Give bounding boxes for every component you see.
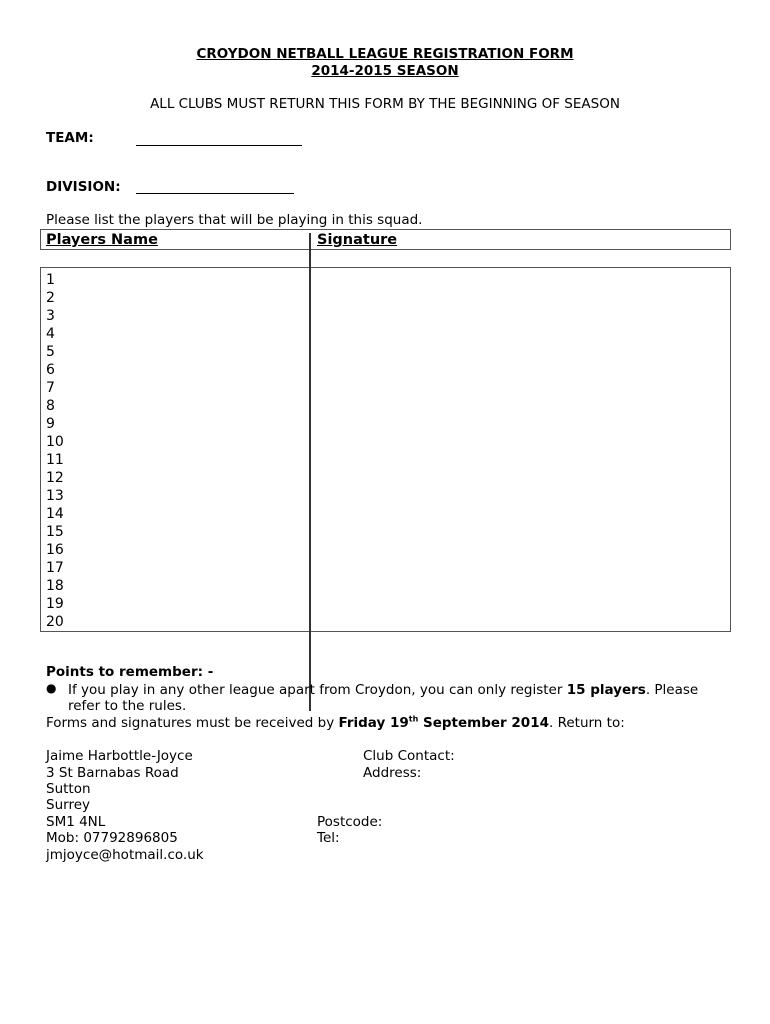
team-label: TEAM: — [46, 130, 94, 146]
list-item: 20 — [46, 614, 64, 630]
list-item: 2 — [46, 290, 55, 306]
player-number-list — [46, 271, 64, 631]
contact-mobile: Mob: 07792896805 — [46, 830, 178, 846]
signature-header: Signature — [317, 232, 398, 248]
list-item: 14 — [46, 506, 64, 522]
column-divider — [309, 233, 311, 711]
list-item: 10 — [46, 434, 64, 450]
club-tel-label: Tel: — [317, 830, 340, 846]
deadline-text — [46, 715, 625, 732]
points-heading: Points to remember: - — [46, 664, 214, 680]
squad-instruction: Please list the players that will be playing in this squad. — [46, 212, 423, 228]
deadline-date-month: September 2014 — [418, 715, 549, 731]
deadline-text-end: . Return to: — [548, 715, 625, 731]
club-contact-label: Club Contact: — [363, 748, 455, 764]
season-subtitle: 2014-2015 SEASON — [311, 63, 459, 79]
bullet-icon: ● — [46, 681, 57, 695]
form-title: CROYDON NETBALL LEAGUE REGISTRATION FORM — [196, 46, 574, 62]
list-item: 9 — [46, 416, 55, 432]
bullet-text-end: . Please — [645, 682, 699, 698]
contact-address-line1: 3 St Barnabas Road — [46, 765, 179, 781]
deadline-text-start: Forms and signatures must be received by — [46, 715, 339, 731]
team-blank-line[interactable] — [136, 145, 302, 146]
list-item: 7 — [46, 380, 55, 396]
list-item: 19 — [46, 596, 64, 612]
list-item: 8 — [46, 398, 55, 414]
contact-address-line3: Surrey — [46, 797, 90, 813]
club-address-label: Address: — [363, 765, 422, 781]
list-item: 6 — [46, 362, 55, 378]
contact-email[interactable]: jmjoyce@hotmail.co.uk — [46, 847, 204, 863]
bullet-text-start: If you play in any other league apart from Croydon, you can only register — [68, 682, 567, 698]
list-item: 18 — [46, 578, 64, 594]
list-item: 16 — [46, 542, 64, 558]
players-list-box[interactable] — [40, 267, 731, 632]
list-item: 12 — [46, 470, 64, 486]
list-item: 1 — [46, 272, 55, 288]
contact-postcode: SM1 4NL — [46, 814, 106, 830]
list-item: 4 — [46, 326, 55, 342]
bullet-point-line2: refer to the rules. — [68, 698, 187, 714]
list-item: 17 — [46, 560, 64, 576]
division-label: DIVISION: — [46, 179, 121, 195]
club-postcode-label: Postcode: — [317, 814, 383, 830]
players-name-header: Players Name — [46, 232, 158, 248]
bullet-bold-text: 15 players — [566, 682, 646, 698]
players-table-header — [40, 229, 731, 250]
contact-address-line2: Sutton — [46, 781, 91, 797]
bullet-point-text — [68, 682, 698, 699]
list-item: 13 — [46, 488, 64, 504]
list-item: 11 — [46, 452, 64, 468]
list-item: 15 — [46, 524, 64, 540]
deadline-date-day: Friday 19 — [338, 715, 409, 731]
return-notice: ALL CLUBS MUST RETURN THIS FORM BY THE BEGINNING OF SEASON — [150, 96, 620, 112]
contact-name: Jaime Harbottle-Joyce — [46, 748, 193, 764]
list-item: 5 — [46, 344, 55, 360]
division-blank-line[interactable] — [136, 193, 294, 194]
deadline-date-suffix: th — [408, 714, 419, 724]
list-item: 3 — [46, 308, 55, 324]
